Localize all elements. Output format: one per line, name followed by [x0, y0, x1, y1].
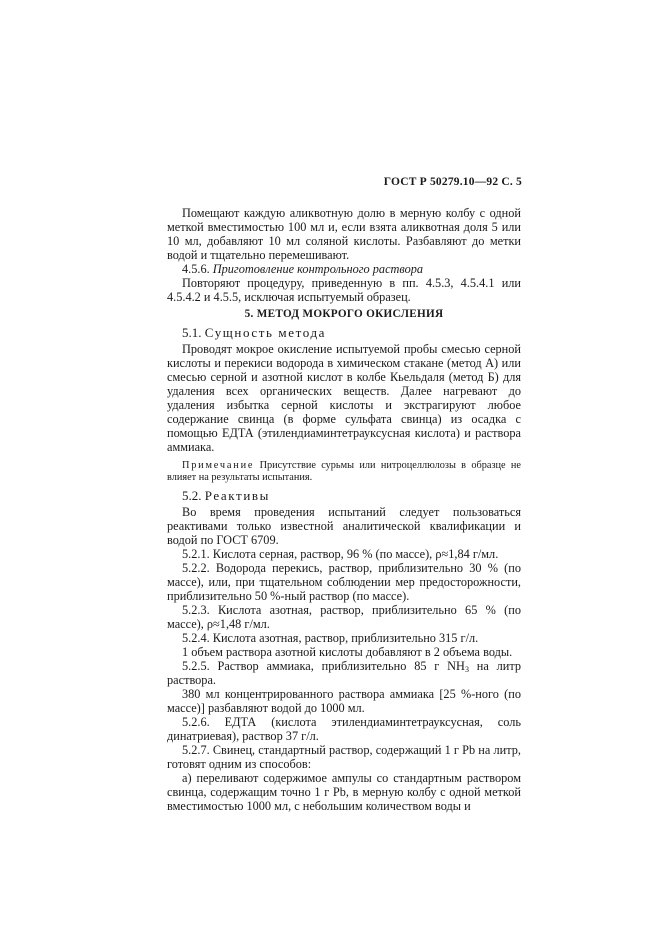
paragraph-5-2-2: 5.2.2. Водорода перекись, раствор, приблизительно 30 % (по массе), или, при тщательном соблюдении мер предосторожности, приблизительно 50 %-ный раствор (по массе). — [167, 561, 521, 603]
subsection-title: Сущность метода — [204, 325, 327, 340]
paragraph-5-2-6: 5.2.6. ЕДТА (кислота этилендиаминтетрауксусная, соль динатриевая), раствор 37 г/л. — [167, 715, 521, 743]
paragraph-5-2-7: 5.2.7. Свинец, стандартный раствор, содержащий 1 г Pb на литр, готовят одним из способов: — [167, 743, 521, 771]
paragraph-4-5-5: Помещают каждую аликвотную долю в мерную колбу с одной меткой вместимостью 100 мл и, если взята аликвотная доля 5 или 10 мл, добавляют 10 мл соляной кислоты. Разбавляют до метки водой и тщательно перемешивают. — [167, 206, 521, 262]
section-5-title: 5. МЕТОД МОКРОГО ОКИСЛЕНИЯ — [244, 308, 444, 320]
paragraph-5-2-4-dilution: 1 объем раствора азотной кислоты добавляют в 2 объема воды. — [182, 645, 513, 659]
subsection-4-5-6-heading — [167, 262, 521, 276]
note-label: Примечание — [182, 460, 255, 471]
note — [167, 460, 521, 484]
paragraph-5-2-7-a: а) переливают содержимое ампулы со стандартным раствором свинца, содержащим точно 1 г Pb, в мерную колбу с одной меткой вместимостью 1000 мл, с небольшим количеством воды и — [167, 771, 521, 813]
subscript: 3 — [464, 665, 469, 674]
running-header: ГОСТ Р 50279.10—92 С. 5 — [383, 176, 522, 188]
subsection-title: Реактивы — [204, 488, 270, 503]
paragraph-5-2-3: 5.2.3. Кислота азотная, раствор, приблизительно 65 % (по массе), ρ≈1,48 г/мл. — [167, 603, 521, 631]
paragraph-5-2-1: 5.2.1. Кислота серная, раствор, 96 % (по массе), ρ≈1,84 г/мл. — [182, 547, 499, 561]
subsection-title: Приготовление контрольного раствора — [212, 262, 424, 276]
subsection-5-2-heading — [167, 489, 521, 503]
body-upper — [167, 206, 521, 304]
paragraph-5-2: Во время проведения испытаний следует пользоваться реактивами только известной аналитической квалификации и водой по ГОСТ 6709. — [167, 505, 521, 547]
subsection-number: 5.1. — [182, 325, 202, 340]
text-before: 5.2.5. Раствор аммиака, приблизительно 85 г NH — [182, 659, 465, 673]
subsection-5-1-heading — [167, 326, 521, 340]
note-text: Присутствие сурьмы или нитроцеллюлозы в образце не влияет на результаты испытания. — [167, 460, 521, 483]
text-after: на литр раствора. — [167, 659, 522, 687]
subsection-number: 4.5.6. — [182, 262, 210, 276]
paragraph-5-2-4: 5.2.4. Кислота азотная, раствор, приблизительно 315 г/л. — [182, 631, 479, 645]
paragraph-4-5-6: Повторяют процедуру, приведенную в пп. 4.5.3, 4.5.4.1 или 4.5.4.2 и 4.5.5, исключая испытуемый образец. — [167, 276, 521, 304]
paragraph-5-1: Проводят мокрое окисление испытуемой пробы смесью серной кислоты и перекиси водорода в химическом стакане (метод А) или смесью серной и азотной кислот в колбе Кьельдаля (метод Б) для удаления всех органических веществ. Далее нагревают до удаления избытка серной кислоты и экстрагируют любое содержание свинца (в форме сульфата свинца) из осадка с помощью ЕДТА (этилендиаминтетрауксусная кислота) и раствора аммиака. — [167, 342, 521, 454]
paragraph-5-2-5-dilution: 380 мл концентрированного раствора аммиака [25 %-ного (по массе)] разбавляют водой до 1000 мл. — [167, 687, 521, 715]
paragraph-5-2-5 — [167, 659, 521, 687]
subsection-number: 5.2. — [182, 488, 202, 503]
body-section-5 — [167, 326, 521, 813]
